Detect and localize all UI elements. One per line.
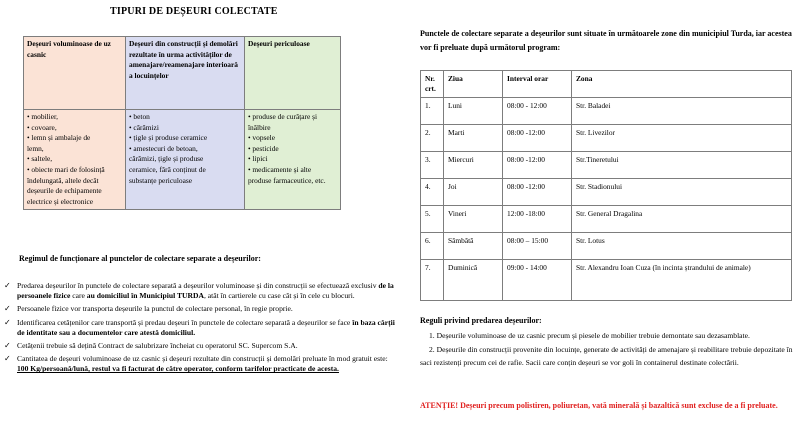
collection-points-intro: Punctele de colectare separate a deșeurilor sunt situate în următoarele zone din municipiul Turda, iar acestea vor fi preluate după următorul program:: [420, 29, 792, 52]
header-construction-waste: Deșeuri din construcții și demolări rezultate în urma activităților de amenajare/reamenajare interioară a locuințelor: [126, 37, 245, 110]
cell-zone: Str.Tineretului: [572, 152, 792, 179]
operating-rules-list: [4, 281, 396, 378]
list-item: • beton: [129, 112, 150, 121]
construction-waste-list: [126, 110, 245, 210]
list-item: • obiecte mari de folosință: [27, 164, 105, 174]
cell-day: Joi: [444, 179, 503, 206]
bulky-waste-list: [24, 110, 126, 210]
list-item: ✓ Persoanele fizice vor transporta deșeurile la punctul de colectare personal, în regie proprie.: [4, 304, 293, 314]
table-row: [421, 260, 792, 301]
cell-nr: 6.: [421, 233, 444, 260]
list-item: 1. Deșeurile voluminoase de uz casnic precum și piesele de mobilier trebuie demontate sau dezasamblate.: [429, 331, 750, 340]
cell-zone: Str. Alexandru Ioan Cuza (în incinta ștrandului de animale): [572, 260, 792, 301]
cell-interval: 08:00 -12:00: [503, 152, 572, 179]
delivery-rules-heading: Reguli privind predarea deșeurilor:: [420, 316, 542, 325]
checkmark-icon: ✓: [4, 341, 11, 351]
cell-nr: 7.: [421, 260, 444, 301]
list-item: 2. Deșeurile din construcții provenite din locuințe, generate de activități de amenajare și reabilitare trebuie depozitate în saci rezistenți precum cei de rafie. Sacii care conțin deșeuri se vor goli în containerul destinate colectării.: [420, 345, 793, 367]
table-header-row: [421, 71, 792, 98]
cell-day: Duminică: [444, 260, 503, 301]
checkmark-icon: ✓: [4, 354, 11, 364]
page-title: TIPURI DE DEȘEURI COLECTATE: [110, 6, 278, 17]
cell-interval: 12:00 -18:00: [503, 206, 572, 233]
list-item: • lipici: [248, 154, 268, 164]
table-row: [421, 233, 792, 260]
cell-zone: Str. General Dragalina: [572, 206, 792, 233]
cell-nr: 1.: [421, 98, 444, 125]
table-row: [421, 125, 792, 152]
cell-nr: 5.: [421, 206, 444, 233]
checkmark-icon: ✓: [4, 317, 11, 327]
list-item: electrice și electronice: [27, 196, 94, 206]
cell-zone: Str. Baladei: [572, 98, 792, 125]
list-item: ceramice, fără conținut de: [129, 164, 206, 174]
schedule-table: [420, 70, 792, 301]
list-item: • lemn și ambalaje de: [27, 133, 91, 143]
cell-interval: 08:00 -12:00: [503, 179, 572, 206]
list-item: ✓ Predarea deșeurilor în punctele de colectare separată a deșeurilor voluminoase și din construcții se efectuează exclusiv de la persoanele fizice care au domiciliul în Municipiul TURDA, atât în cartierele cu case cât și în cele cu blocuri.: [4, 281, 394, 301]
list-item: • saltele,: [27, 154, 53, 164]
header-nr: Nr. crt.: [421, 71, 444, 98]
right-page: [410, 0, 800, 429]
list-item: • țigle și produse ceramice: [129, 133, 208, 143]
cell-nr: 4.: [421, 179, 444, 206]
waste-types-table: [23, 36, 341, 210]
list-item: • covoare,: [27, 122, 57, 132]
delivery-rules-list: [420, 329, 798, 370]
list-item: • produse de curățare și: [248, 112, 318, 121]
list-item: îndelungată, altele decât: [27, 175, 99, 185]
table-row: [421, 152, 792, 179]
cell-day: Vineri: [444, 206, 503, 233]
header-hazardous-waste: Deșeuri periculoase: [245, 37, 341, 110]
header-zone: Zona: [572, 71, 792, 98]
list-item: • cărămizi: [129, 122, 159, 132]
header-bulky-waste: Deșeuri voluminoase de uz casnic: [24, 37, 126, 110]
cell-day: Sâmbătă: [444, 233, 503, 260]
list-item: • amestecuri de betoan,: [129, 143, 198, 153]
table-row: [421, 98, 792, 125]
checkmark-icon: ✓: [4, 304, 11, 314]
list-item: substanțe periculoase: [129, 175, 193, 185]
list-item: produse farmaceutice, etc.: [248, 175, 326, 185]
list-item: ✓ Cetățenii trebuie să dețină Contract de salubrizare încheiat cu operatorul SC. Supercom S.A.: [4, 341, 298, 351]
header-day: Ziua: [444, 71, 503, 98]
list-item: cărămizi, țigle și produse: [129, 154, 204, 164]
operating-regime-heading: Regimul de funcționare al punctelor de colectare separate a deșeurilor:: [19, 254, 261, 263]
cell-day: Luni: [444, 98, 503, 125]
cell-zone: Str. Livezilor: [572, 125, 792, 152]
hazardous-waste-list: [245, 110, 341, 210]
header-interval: Interval orar: [503, 71, 572, 98]
warning-text: ATENȚIE! Deșeuri precum polistiren, poliuretan, vată minerală și bazaltică sunt excluse de a fi preluate.: [420, 401, 778, 410]
table-row: [421, 179, 792, 206]
cell-interval: 08:00 -12:00: [503, 125, 572, 152]
list-item: ✓ Cantitatea de deșeuri voluminoase de uz casnic și deșeuri rezultate din construcții și demolări preluate în mod gratuit este: 100 Kg/persoană/lună, restul va fi facturat de către operator, conform tarifelor practicate de acesta.: [4, 354, 388, 374]
cell-interval: 08:00 - 12:00: [503, 98, 572, 125]
list-item: • vopsele: [248, 133, 276, 143]
list-item: înălbire: [248, 122, 271, 132]
cell-zone: Str. Lotus: [572, 233, 792, 260]
cell-interval: 08:00 – 15:00: [503, 233, 572, 260]
cell-zone: Str. Stadionului: [572, 179, 792, 206]
cell-interval: 09:00 - 14:00: [503, 260, 572, 301]
list-item: deșeurile de echipamente: [27, 186, 102, 196]
table-row: [24, 110, 341, 210]
list-item: ✓ Identificarea cetățenilor care transportă și predau deșeuri în punctele de colectare separată a deșeurilor se face în baza cărții de identitate sau a documentelor care atestă domiciliul.: [4, 317, 395, 337]
list-item: • pesticide: [248, 143, 279, 153]
cell-day: Miercuri: [444, 152, 503, 179]
table-header-row: [24, 37, 341, 110]
list-item: • mobilier,: [27, 112, 59, 121]
table-row: [421, 206, 792, 233]
cell-day: Marti: [444, 125, 503, 152]
checkmark-icon: ✓: [4, 281, 11, 290]
cell-nr: 3.: [421, 152, 444, 179]
list-item: • medicamente și alte: [248, 164, 312, 174]
cell-nr: 2.: [421, 125, 444, 152]
list-item: lemn,: [27, 143, 44, 153]
